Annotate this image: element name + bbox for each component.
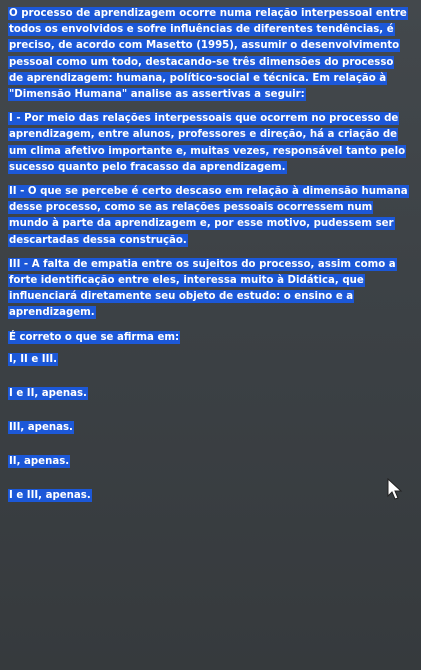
answer-option-2[interactable]: [8, 386, 408, 402]
question-content: [8, 6, 408, 522]
option-label: II, apenas.: [9, 455, 70, 467]
answer-option-4[interactable]: [8, 454, 408, 470]
question-intro: [8, 6, 408, 103]
intro-text: O processo de aprendizagem ocorre numa relação interpessoal entre todos os envolvidos e sofre influências de diferentes tendências, é preciso, de acordo com Masetto (1995), assumir o desenvolvimento pessoal como um todo, destacando-se três dimensões do processo de aprendizagem: humana, político-social e técnica. Em relação à "Dimensão Humana" analise as assertivas a seguir:: [9, 8, 407, 101]
assertion-1: [8, 111, 408, 176]
answer-options: [8, 352, 408, 504]
assertion-2: [8, 184, 408, 249]
answer-option-3[interactable]: [8, 420, 408, 436]
answer-option-1[interactable]: [8, 352, 408, 368]
option-label: III, apenas.: [9, 421, 73, 433]
option-label: I e II, apenas.: [9, 387, 87, 399]
assertion-3: [8, 257, 408, 322]
question-text: É correto o que se afirma em:: [9, 331, 180, 343]
assertion-text: III - A falta de empatia entre os sujeitos do processo, assim como a forte identificação entre eles, interessa muito à Didática, que influenciará diretamente seu objeto de estudo: o ensino e a aprendizagem.: [9, 258, 396, 319]
answer-option-5[interactable]: [8, 488, 408, 504]
option-label: I e III, apenas.: [9, 489, 91, 501]
mouse-pointer-icon: [387, 478, 403, 500]
assertion-text: II - O que se percebe é certo descaso em relação à dimensão humana desse processo, como se as relações pessoais ocorressem num mundo à parte da aprendizagem e, por esse motivo, pudessem ser descartadas dessa construção.: [9, 186, 408, 246]
assertion-text: I - Por meio das relações interpessoais que ocorrem no processo de aprendizagem, entre alunos, professores e direção, há a criação de um clima afetivo importante e, muitas vezes, responsável tanto pelo sucesso quanto pelo fracasso da aprendizagem.: [9, 113, 406, 173]
option-label: I, II e III.: [9, 353, 58, 365]
question-prompt: [8, 330, 408, 346]
